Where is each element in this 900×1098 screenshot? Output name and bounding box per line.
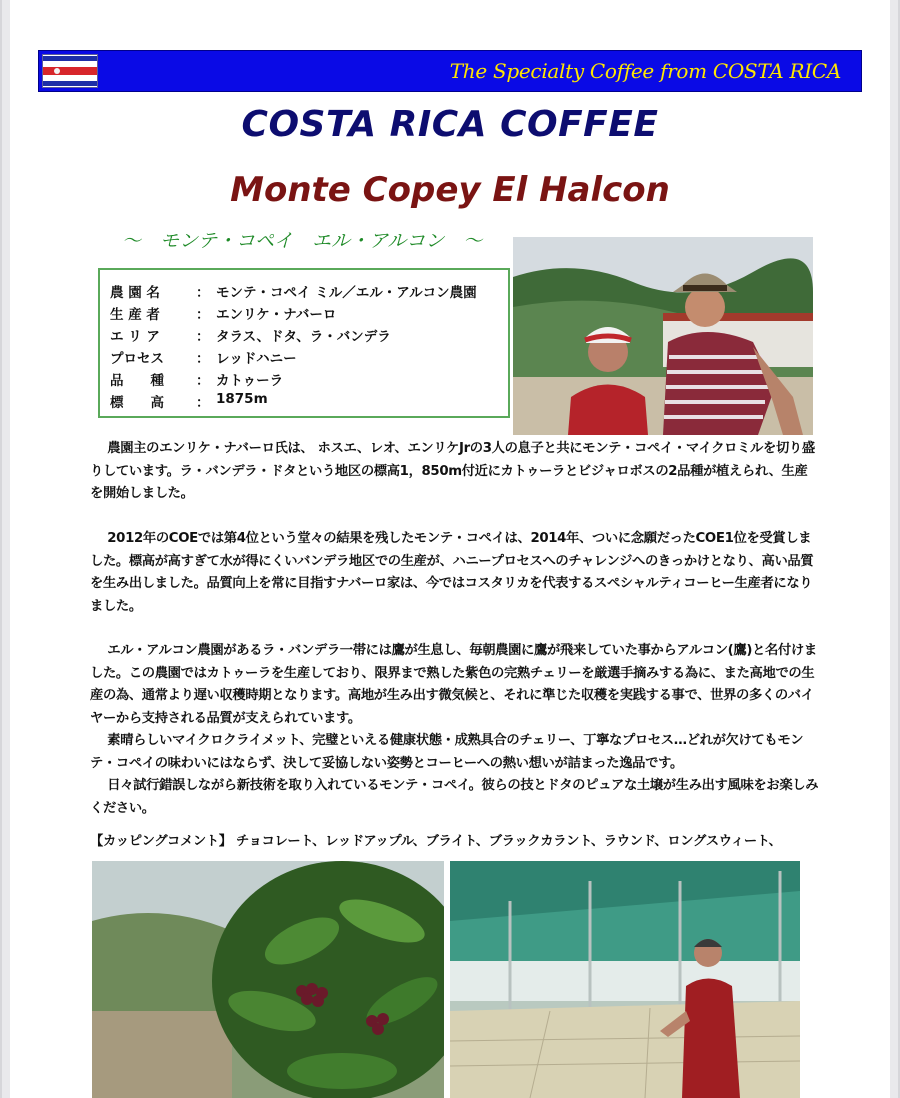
info-value: モンテ・コペイ ミル／エル・アルコン農園 (216, 285, 477, 301)
info-row-altitude (110, 391, 502, 413)
drying-beds-illustration (450, 861, 800, 1098)
kana-title: ～ モンテ・コペイ エル・アルコン ～ (122, 230, 483, 252)
costa-rica-flag-icon (42, 54, 98, 88)
cupping-notes: チョコレート、レッドアップル、ブライト、ブラックカラント、ラウンド、ロングスウィート、 (236, 834, 782, 849)
paragraph-closing: 日々試行錯誤しながら新技術を取り入れているモンテ・コペイ。彼らの技とドタのピュアな土壌が生み出す風味をお楽しみください。 (90, 778, 819, 816)
header-banner (38, 50, 862, 92)
cupping-comment (90, 830, 820, 849)
info-value: タラス、ドタ、ラ・バンデラ (216, 329, 391, 345)
info-value: エンリケ・ナバーロ (216, 307, 337, 323)
info-separator: ： (196, 395, 210, 411)
page-left-edge (0, 0, 2, 1098)
document-page (10, 0, 890, 1098)
paragraph-halcon: エル・アルコン農園があるラ・バンデラ一帯には鷹が生息し、毎朝農園に鷹が飛来していた事からアルコン(鷹)と名付けました。この農園ではカトゥーラを生産しており、限界まで熟した紫色の完熟チェリーを厳選手摘みする為に、また高地での生産の為、通常より遅い収穫時期となります。高地が生み出す微気候と、それに準じた収穫を実践する事で、世界の多くのバイヤーから支持される品質が支えられています。 (90, 643, 817, 726)
info-value: レッドハニー (216, 351, 297, 367)
info-label: 農 園 名 (110, 285, 160, 301)
banner-text: The Specialty Coffee from COSTA RICA (449, 59, 841, 83)
info-label: 生 産 者 (110, 307, 160, 323)
paragraph-coe: 2012年のCOEでは第4位という堂々の結果を残したモンテ・コペイは、2014年、ついに念願だったCOE1位を受賞しました。標高が高すぎて水が得にくいバンデラ地区での生産が、ハニープロセスへのチャレンジへのきっかけとなり、高い品質を生み出しました。品質向上を常に目指すナバーロ家は、今ではコスタリカを代表するスペシャルティコーヒー生産者になりました。 (90, 531, 814, 614)
description-text (90, 640, 820, 820)
info-separator: ： (196, 307, 210, 323)
description-text (90, 438, 820, 506)
info-label: プロセス (110, 351, 164, 367)
info-label: 品 種 (110, 373, 164, 389)
farmers-photo-illustration (513, 237, 813, 435)
info-row-variety (110, 369, 502, 391)
info-row-area (110, 325, 502, 347)
description-text (90, 528, 820, 618)
info-value: 1875m (216, 391, 268, 407)
coffee-plant-photo (92, 861, 444, 1098)
info-separator: ： (196, 373, 210, 389)
page-title: COSTA RICA COFFEE (241, 104, 659, 145)
info-label: エ リ ア (110, 329, 160, 345)
info-separator: ： (196, 285, 210, 301)
info-row-farm (110, 281, 502, 303)
paragraph-quality: 素晴らしいマイクロクライメット、完璧といえる健康状態・成熟具合のチェリー、丁寧なプロセス…どれが欠けてもモンテ・コペイの味わいにはならず、決して妥協しない姿勢とコーヒーへの熱い想いが詰まった逸品です。 (90, 733, 804, 771)
farmers-photo (513, 237, 813, 435)
drying-beds-photo (450, 861, 800, 1098)
info-value: カトゥーラ (216, 373, 284, 389)
paragraph-intro: 農園主のエンリケ・ナバーロ氏は、 ホスエ、レオ、エンリケJrの3人の息子と共にモンテ・コペイ・マイクロミルを切り盛りしています。ラ・バンデラ・ドタという地区の標高1，850m付近にカトゥーラとビジャロボスの2品種が植えられ、生産を開始しました。 (90, 441, 815, 501)
page-subtitle: Monte Copey El Halcon (230, 170, 670, 210)
coffee-plant-illustration (92, 861, 444, 1098)
info-row-process (110, 347, 502, 369)
info-label: 標 高 (110, 395, 164, 411)
info-separator: ： (196, 329, 210, 345)
cupping-label: 【カッピングコメント】 (90, 834, 232, 849)
info-separator: ： (196, 351, 210, 367)
farm-info-box (98, 268, 510, 418)
info-row-producer (110, 303, 502, 325)
